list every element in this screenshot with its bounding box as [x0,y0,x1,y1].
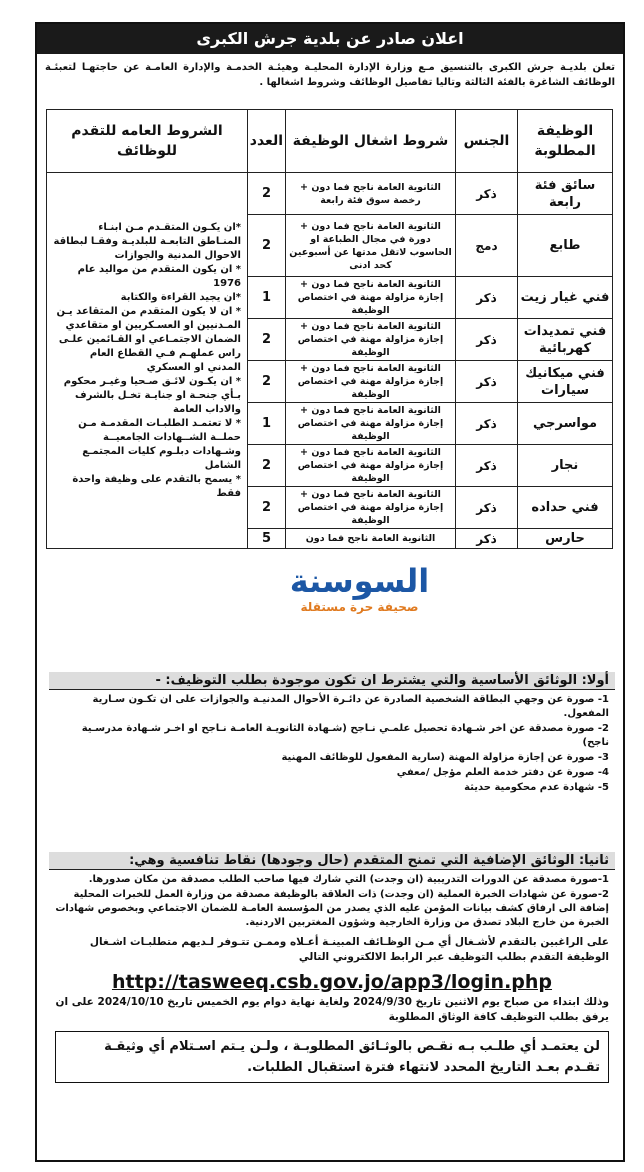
intro-paragraph: تعلن بلديـة جرش الكبرى بالتنسيق مـع وزارة الإدارة المحليـة وهيئـة الخدمـة والإدارة العامـة عن حاجتهـا لتعبئـة الوظائف الشاغرة بالفئة الثالثة وتاليا تفاصيل الوظائف وشروط اشغالها . [45,62,615,88]
watermark-logo [272,562,447,652]
general-condition-item: * ان يكـون لائـق صـحيا وغيـر محكوم بـأي جنحـة او جنايـة تخـل بالشرف والاداب العامة [63,375,241,415]
watermark-tagline: صحيفة حرة مستقلة [300,600,419,614]
general-conditions-cell [47,173,248,549]
job-conditions-cell: الثانوية العامة ناجح فما دون [286,529,456,549]
list-item: 2-صورة عن شهادات الخبرة العملية (ان وجدت) ذات العلاقة بالوظيفة مصدقة من وزارة العمل للخبرات المحلية إضافة الى ارفاق كشف بيانات المؤمن عليه الذي يصدر من المؤسسة العامـة للضمان الاجتماعي وبخصوص شهادات الخبرة من خارج البلاد تصدق من وزارة الخارجية وشؤون المغتربين الاردنية. [55,889,609,928]
jobs-table [46,109,613,549]
list-item: 2- صورة مصدقة عن اخر شـهادة تحصيل علمـي نـاجح (شـهادة الثانويـة العامـة نـاجح او اخـر شـهادة مدرسـية ناجح) [81,723,609,748]
apply-instructions: على الراغبين بالتقدم لأشـغال أي مـن الوظـائف المبينـة أعـلاه وممـن تتـوفر لـديهم متطلبـات اشـغال الوظيفة التقدم بطلب التوظيف عبر الرابط الالكتروني التالي [89,936,609,963]
list-item: 1-صورة مصدقة عن الدورات التدريبية (ان وجدت) التي شارك فيها صاحب الطلب مصدقة من مكان صدورها. [88,874,609,885]
section-extra-docs-title: ثانيا: الوثائق الإضافية التي تمنح المتقدم (حال وجودها) نقاط تنافسية وهي: [49,852,615,870]
watermark-brand: السوسنة [289,562,430,600]
job-title-cell: فني غيار زيت [518,277,613,319]
gender-cell: ذكر [456,487,518,529]
application-dates: وذلك ابتداء من صباح يوم الاثنين تاريخ 2024/9/30 ولغاية نهاية دوام يوم الخميس تاريخ 2024/10/10 على ان يرفق بطلب التوظيف كافة الوثاق المطلوبة [55,996,609,1023]
job-conditions-cell: الثانوية العامة ناجح فما دون + دورة في مجال الطباعة او الحاسوب لاتقل مدتها عن أسبوعين كحد ادنى [286,215,456,277]
list-item: 1- صورة عن وجهي البطاقة الشخصية الصادرة عن دائـرة الأحوال المدنيـة والجوازات على ان تكـون سـارية المفعول. [92,694,609,719]
vacancy-count-cell: 2 [248,361,286,403]
job-title-cell: سائق فئة رابعة [518,173,613,215]
gender-cell: ذكر [456,361,518,403]
list-item: 3- صورة عن إجازة مزاولة المهنة (سارية المفعول للوظائف المهنية [281,752,609,763]
general-condition-item: *ان يجيد القراءة والكتابة [120,291,241,303]
job-conditions-cell: الثانوية العامة ناجح فما دون + إجازة مزاولة مهنة في اختصاص الوظيفة [286,277,456,319]
important-notice: لن يعتمـد أي طلـب بـه نقـص بالوثـائق المطلوبـة ، ولـن يـتم اسـتلام أي وثيقـة تقـدم بعـد التاريخ المحدد لانتهاء فترة استقبال الطلبات. [55,1031,609,1083]
col-header-gender: الجنس [456,110,518,173]
job-title-cell: طابع [518,215,613,277]
vacancy-count-cell: 5 [248,529,286,549]
application-link[interactable]: http://tasweeq.csb.gov.jo/app3/login.php [111,971,553,993]
job-conditions-cell: الثانوية العامة ناجح فما دون + إجازة مزاولة مهنة في اختصاص الوظيفة [286,403,456,445]
vacancy-count-cell: 1 [248,403,286,445]
vacancy-count-cell: 2 [248,487,286,529]
announcement-page [35,22,625,1162]
job-conditions-cell: الثانوية العامة ناجح فما دون + إجازة مزاولة مهنة في اختصاص الوظيفة [286,445,456,487]
job-conditions-cell: الثانوية العامة ناجح فما دون + إجازة مزاولة مهنة في اختصاص الوظيفة [286,487,456,529]
vacancy-count-cell: 1 [248,277,286,319]
vacancy-count-cell: 2 [248,215,286,277]
job-title-cell: فني تمديدات كهربائية [518,319,613,361]
gender-cell: ذكر [456,319,518,361]
job-title-cell: فني حداده [518,487,613,529]
general-condition-item: * لا تعتمـد الطلبـات المقدمـة مـن حملــة الشــهادات الجامعيــة وشـهادات دبلـوم كليات المجتمـع الشامل [78,417,241,471]
general-condition-item: * يسمح بالتقدم على وظيفة واحدة فقط [72,473,241,499]
job-title-cell: مواسرجي [518,403,613,445]
section-basic-docs [49,672,615,798]
vacancy-count-cell: 2 [248,445,286,487]
job-conditions-cell: الثانوية العامة ناجح فما دون + إجازة مزاولة مهنة في اختصاص الوظيفة [286,361,456,403]
vacancy-count-cell: 2 [248,173,286,215]
gender-cell: ذكر [456,529,518,549]
col-header-conditions: شروط اشغال الوظيفة [286,110,456,173]
col-header-count: العدد [248,110,286,173]
col-header-general: الشروط العامه للتقدم للوظائف [47,110,248,173]
section-extra-docs [49,852,615,1087]
col-header-job: الوظيفة المطلوبة [518,110,613,173]
table-row [47,173,613,215]
job-title-cell: حارس [518,529,613,549]
general-condition-item: * ان لا يكون المتقدم من المتقاعد يـن المـدنيين او العسـكريين او متقاعدي الضمان الاجتمـاعي او القـائمين علـى راس عملهـم فـي القطاع العام المدني او العسكري [56,305,241,373]
job-title-cell: فني ميكانيك سيارات [518,361,613,403]
job-conditions-cell: الثانوية العامة ناجح فما دون + إجازة مزاولة مهنة في اختصاص الوظيفة [286,319,456,361]
gender-cell: ذكر [456,173,518,215]
gender-cell: ذكر [456,403,518,445]
general-condition-item: * ان يكون المتقدم من مواليد عام 1976 [77,263,241,289]
gender-cell: ذكر [456,277,518,319]
section-basic-docs-title: أولا: الوثائق الأساسية والتي يشترط ان تكون موجودة بطلب التوظيف: - [49,672,615,690]
list-item: 4- صورة عن دفتر خدمة العلم مؤجل /معفي [396,767,609,778]
job-title-cell: نجار [518,445,613,487]
gender-cell: ذكر [456,445,518,487]
gender-cell: دمج [456,215,518,277]
vacancy-count-cell: 2 [248,319,286,361]
general-condition-item: *ان يكـون المتقـدم مـن ابنـاء المنـاطق التابعـة للبلديـة وفقـا لبطاقة الاحوال المدنية والجوازات [53,221,241,261]
job-conditions-cell: الثانوية العامة ناجح فما دون + رخصة سوق فئة رابعة [286,173,456,215]
announcement-title: اعلان صادر عن بلدية جرش الكبرى [37,24,623,54]
table-header-row [47,110,613,173]
list-item: 5- شهادة عدم محكومية حديثة [464,782,609,793]
